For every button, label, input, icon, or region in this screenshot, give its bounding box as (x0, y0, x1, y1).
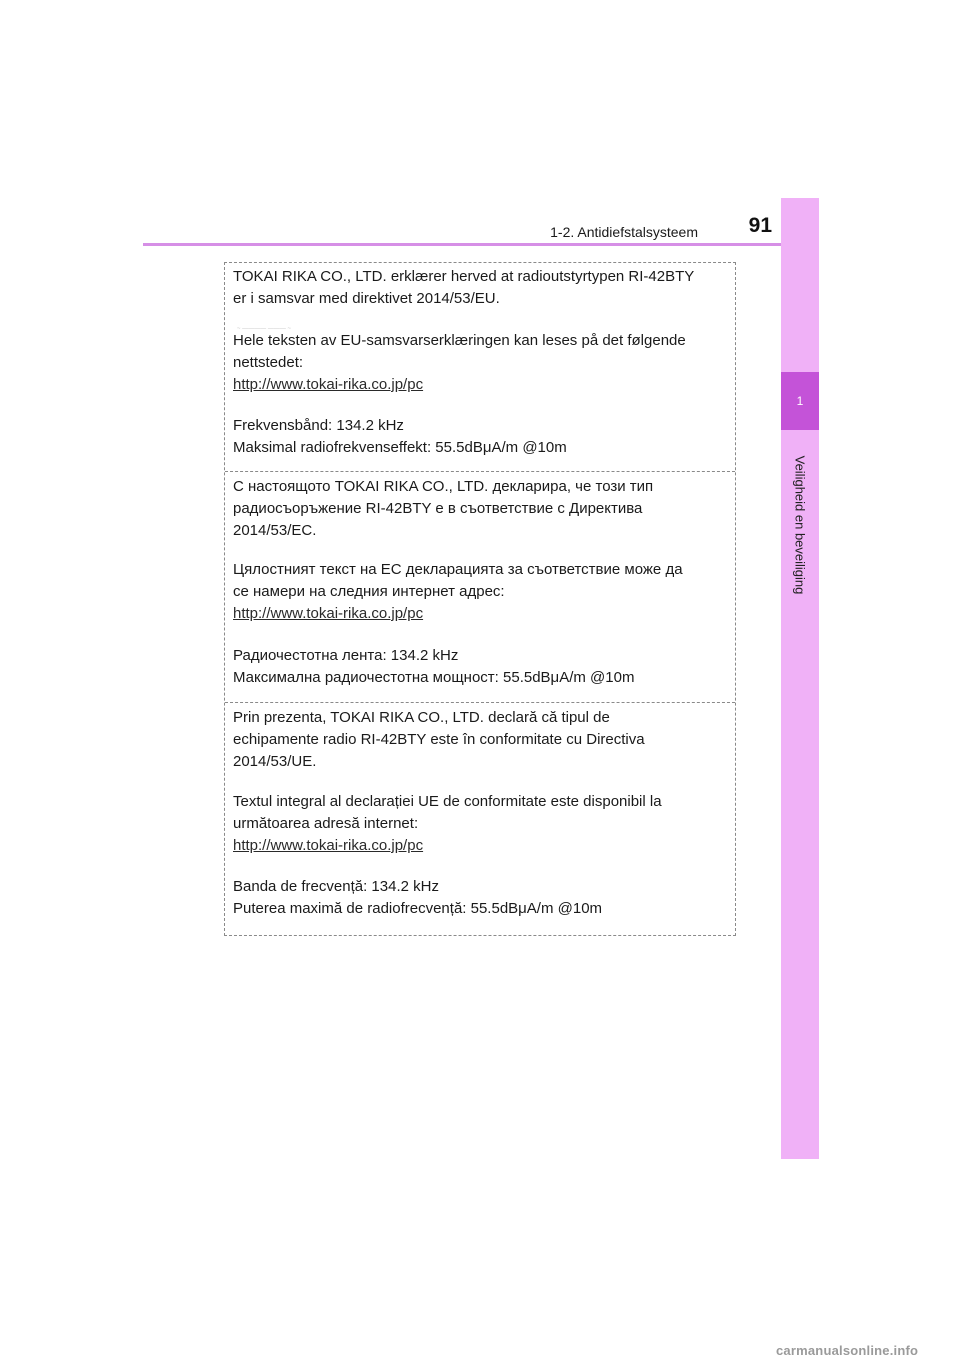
declaration-text-line: радиосъоръжение RI-42BTY е в съответствие с Директива (233, 500, 643, 517)
full-text-line: Цялостният текст на ЕС декларацията за съответствие може да (233, 561, 683, 578)
chapter-number-marker (781, 372, 819, 430)
declaration-text-line: С настоящото TOKAI RIKA CO., LTD. декларира, че този тип (233, 478, 654, 495)
declaration-text-line: Prin prezenta, TOKAI RIKA CO., LTD. declară că tipul de (233, 709, 610, 726)
site-watermark: carmanualsonline.info (776, 1343, 919, 1358)
max-power: Maksimal radiofrekvenseffekt: 55.5dBμA/m @10m (233, 439, 567, 456)
declaration-url-link[interactable]: http://www.tokai-rika.co.jp/pc (233, 605, 424, 622)
frequency-band: Banda de frecvență: 134.2 kHz (233, 878, 439, 895)
chapter-name: Veiligheid en beveiliging (792, 455, 808, 595)
full-text-line: următoarea adresă internet: (233, 815, 419, 832)
declaration-box (224, 262, 736, 936)
page-number: 91 (748, 214, 772, 237)
chapter-side-tab (781, 198, 819, 1159)
frequency-band: Frekvensbånd: 134.2 kHz (233, 417, 404, 434)
max-power: Максимална радиочестотна мощност: 55.5dBμA/m @10m (233, 669, 635, 686)
full-text-line: се намери на следния интернет адрес: (233, 583, 505, 600)
declaration-section-bulgarian (225, 472, 735, 703)
faint-scan-mark: ~ ———— ——— ~ (237, 326, 292, 332)
max-power: Puterea maximă de radiofrecvență: 55.5dBμA/m @10m (233, 900, 603, 917)
declaration-text-line: echipamente radio RI-42BTY este în conformitate cu Directiva (233, 731, 645, 748)
declaration-text-line: 2014/53/ЕС. (233, 522, 317, 539)
section-title: 1-2. Antidiefstalsysteem (550, 224, 698, 240)
declaration-text-line: 2014/53/UE. (233, 753, 317, 770)
declaration-text-line: TOKAI RIKA CO., LTD. erklærer herved at radioutstyrtypen RI-42BTY (233, 268, 695, 285)
full-text-line: Textul integral al declarației UE de conformitate este disponibil la (233, 793, 662, 810)
declaration-section-romanian (225, 703, 735, 935)
declaration-text-line: er i samsvar med direktivet 2014/53/EU. (233, 290, 500, 307)
full-text-line: Hele teksten av EU-samsvarserklæringen kan leses på det følgende (233, 332, 686, 349)
full-text-line: nettstedet: (233, 354, 304, 371)
header-rule (143, 243, 818, 246)
declaration-url-link[interactable]: http://www.tokai-rika.co.jp/pc (233, 376, 424, 393)
declaration-section-norwegian (225, 263, 735, 472)
frequency-band: Радиочестотна лента: 134.2 kHz (233, 647, 459, 664)
chapter-number: 1 (796, 394, 804, 408)
declaration-url-link[interactable]: http://www.tokai-rika.co.jp/pc (233, 837, 424, 854)
